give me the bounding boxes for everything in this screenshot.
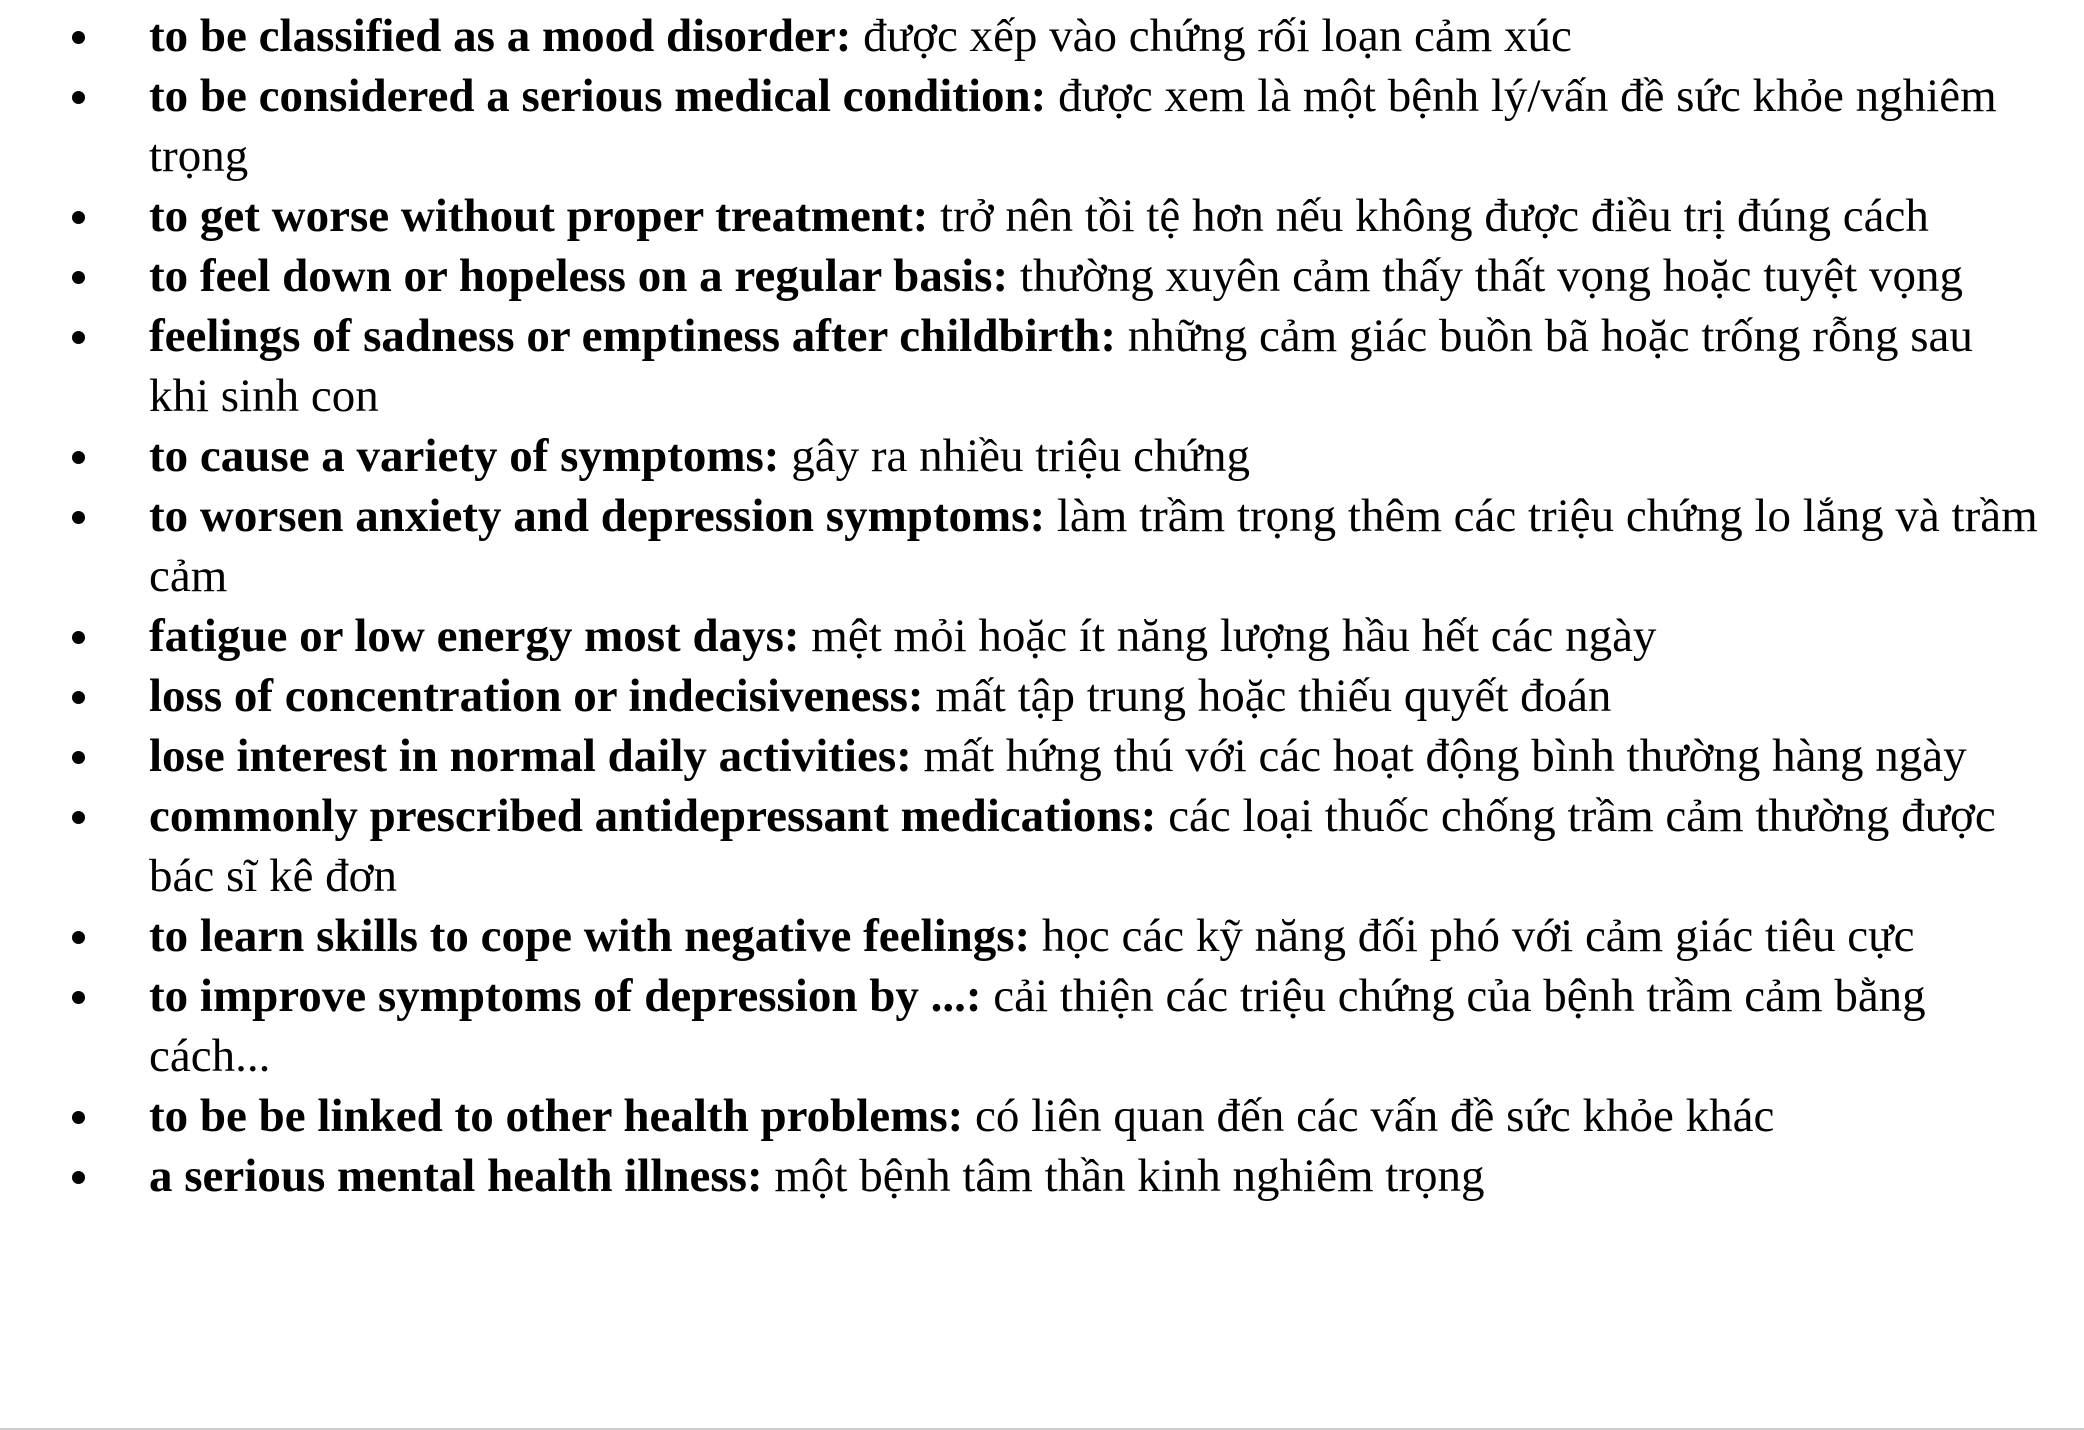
bullet-icon [72,211,85,224]
vocab-meaning: cải thiện các triệu chứng của bệnh trầm cảm bằng cách... [149,970,1926,1082]
list-item [0,906,2039,966]
vocab-term: to learn skills to cope with negative feelings: [149,910,1031,962]
vocab-meaning: gây ra nhiều triệu chứng [791,430,1250,482]
list-item [0,186,2039,246]
bullet-icon [72,991,85,1004]
vocab-meaning: có liên quan đến các vấn đề sức khỏe khác [975,1090,1775,1142]
list-item [0,966,2039,1086]
vocab-term: to feel down or hopeless on a regular basis: [149,250,1009,302]
vocab-term: loss of concentration or indecisiveness: [149,670,924,722]
vocab-meaning: các loại thuốc chống trầm cảm thường được bác sĩ kê đơn [149,790,1996,902]
vocab-term: to be be linked to other health problems: [149,1090,964,1142]
vocab-meaning: một bệnh tâm thần kinh nghiêm trọng [774,1150,1485,1202]
list-item [0,606,2039,666]
bullet-icon [72,1111,85,1124]
bullet-icon [72,271,85,284]
list-item [0,66,2039,186]
list-item [0,1086,2039,1146]
bullet-icon [72,751,85,764]
bullet-icon [72,931,85,944]
vocab-term: commonly prescribed antidepressant medications: [149,790,1157,842]
vocabulary-list [0,6,2084,1206]
bullet-icon [72,691,85,704]
vocab-meaning: mất hứng thú với các hoạt động bình thường hàng ngày [923,730,1967,782]
bullet-icon [72,31,85,44]
list-item [0,786,2039,906]
vocab-term: lose interest in normal daily activities: [149,730,912,782]
vocab-meaning: trở nên tồi tệ hơn nếu không được điều trị đúng cách [940,190,1929,242]
bullet-icon [72,811,85,824]
vocab-term: to be classified as a mood disorder: [149,10,852,62]
bullet-icon [72,631,85,644]
vocab-meaning: thường xuyên cảm thấy thất vọng hoặc tuyệt vọng [1019,250,1963,302]
vocab-term: to improve symptoms of depression by ...: [149,970,982,1022]
list-item [0,486,2039,606]
vocab-meaning: mất tập trung hoặc thiếu quyết đoán [935,670,1612,722]
vocab-meaning: làm trầm trọng thêm các triệu chứng lo lắng và trầm cảm [149,490,2038,602]
bullet-icon [72,511,85,524]
vocab-term: fatigue or low energy most days: [149,610,800,662]
list-item [0,426,2039,486]
list-item [0,1146,2039,1206]
list-item [0,246,2039,306]
vocab-term: to worsen anxiety and depression symptoms: [149,490,1046,542]
vocab-term: to be considered a serious medical condition: [149,70,1047,122]
vocab-meaning: mệt mỏi hoặc ít năng lượng hầu hết các ngày [811,610,1657,662]
list-item [0,666,2039,726]
list-item [0,6,2039,66]
list-item [0,726,2039,786]
bullet-icon [72,91,85,104]
bullet-icon [72,331,85,344]
vocab-term: a serious mental health illness: [149,1150,763,1202]
vocab-meaning: được xem là một bệnh lý/vấn đề sức khỏe nghiêm trọng [149,70,1997,182]
list-item [0,306,2039,426]
vocab-term: to cause a variety of symptoms: [149,430,780,482]
vocab-term: feelings of sadness or emptiness after childbirth: [149,310,1116,362]
vocab-meaning: học các kỹ năng đối phó với cảm giác tiêu cực [1041,910,1915,962]
vocab-term: to get worse without proper treatment: [149,190,929,242]
vocab-meaning: những cảm giác buồn bã hoặc trống rỗng sau khi sinh con [149,310,1973,422]
vocab-meaning: được xếp vào chứng rối loạn cảm xúc [863,10,1572,62]
bullet-icon [72,1171,85,1184]
bullet-icon [72,451,85,464]
